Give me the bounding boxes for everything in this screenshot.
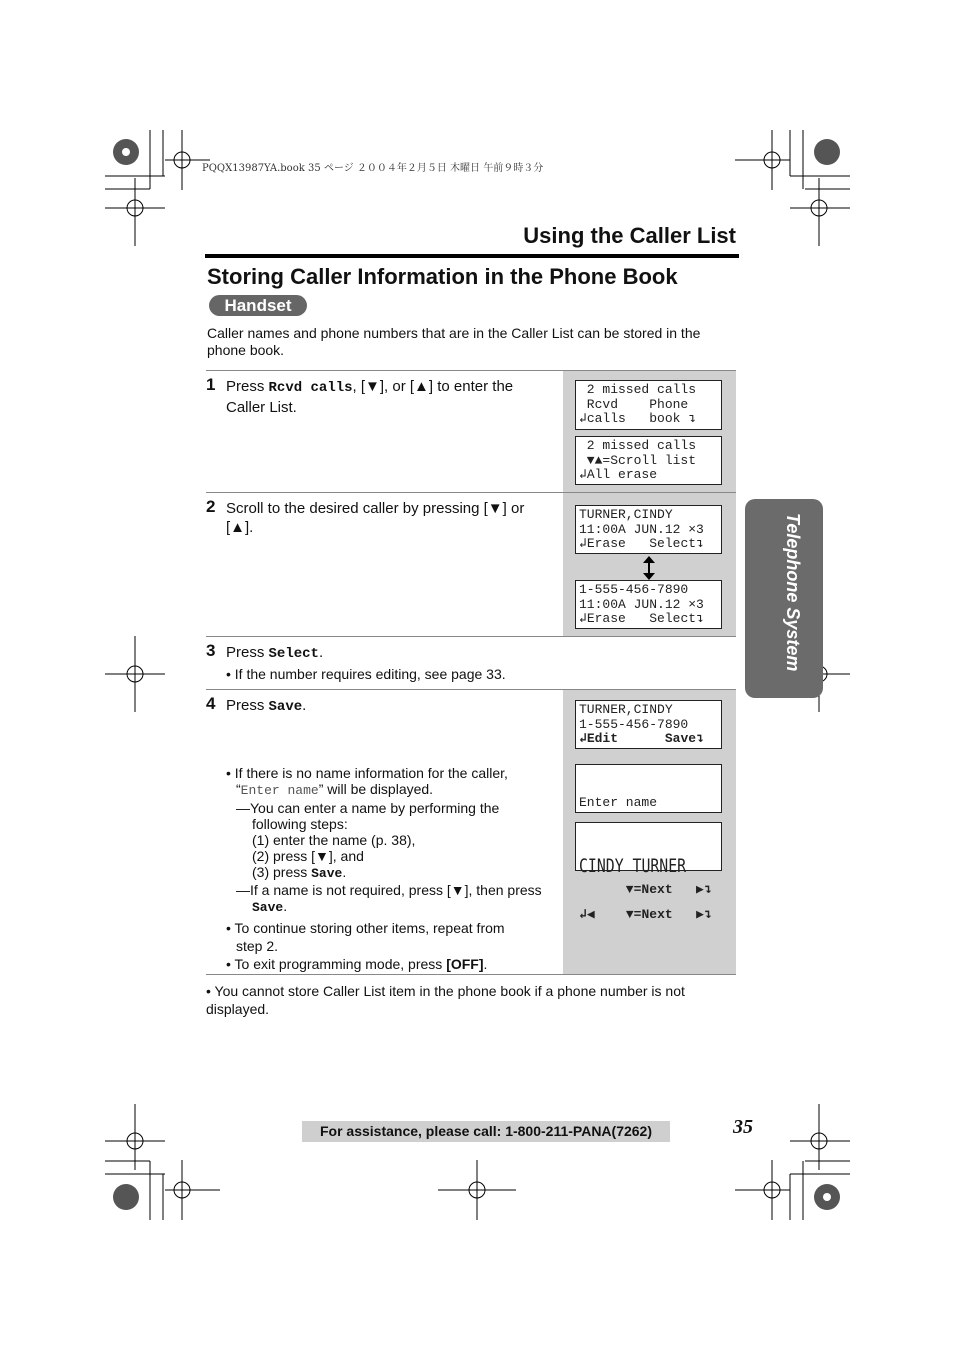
rcvd-calls-key: Rcvd calls bbox=[268, 380, 353, 396]
step-3-text: Press Select. bbox=[226, 644, 324, 662]
step-1-text: Press Rcvd calls, [▼], or [▲] to enter the Caller List. bbox=[226, 378, 514, 416]
lcd-step1-a: 2 missed calls Rcvd Phone ↲calls book ↴ bbox=[575, 380, 722, 430]
step-4-text: Press Save. bbox=[226, 697, 307, 715]
print-info: PQQX13987YA.book 35 ページ ２００４年２月５日 木曜日 午前９時３分 bbox=[202, 163, 544, 174]
page-title: Storing Caller Information in the Phone Book bbox=[207, 264, 678, 289]
section-title: Using the Caller List bbox=[523, 223, 736, 248]
assistance-footer: For assistance, please call: 1-800-211-PANA(7262) bbox=[302, 1121, 670, 1142]
handset-badge: Handset bbox=[209, 295, 307, 316]
step-4-number: 4 bbox=[206, 694, 216, 713]
step-3-number: 3 bbox=[206, 641, 216, 660]
lcd-step2-a: TURNER,CINDY 11:00A JUN.12 ×3 ↲Erase Select↴ bbox=[575, 505, 722, 554]
step-1-number: 1 bbox=[206, 375, 216, 394]
lcd-step1-b: 2 missed calls ▼▲=Scroll list ↲All erase bbox=[575, 436, 722, 485]
step-2-text: Scroll to the desired caller by pressing [▼] or [▲]. bbox=[226, 500, 525, 536]
step-3-bullet: • If the number requires editing, see page 33. bbox=[226, 666, 506, 682]
select-key: Select bbox=[268, 646, 319, 662]
title-rule bbox=[205, 254, 739, 258]
step-4-notes: • If there is no name information for the caller, “Enter name” will be displayed. —You can enter a name by performing the following steps: (1) enter the name (p. 38), (2) press [▼], and (3) press Save. —If a name is not required, press [▼], then press Save. • To continue storing other items, repeat from step 2. • To exit programming mode, press [OFF]. bbox=[226, 765, 542, 972]
step-3-row bbox=[206, 636, 736, 690]
lcd-step4-b: Enter name ▼=Next ▶↴ bbox=[575, 764, 722, 813]
footnote: • You cannot store Caller List item in the phone book if a phone number is not displayed. bbox=[206, 983, 685, 1017]
lcd-step2-b: 1-555-456-7890 11:00A JUN.12 ×3 ↲Erase Select↴ bbox=[575, 580, 722, 629]
step-2-number: 2 bbox=[206, 497, 216, 516]
page-number: 35 bbox=[733, 1116, 753, 1138]
lcd-step4-a: TURNER,CINDY 1-555-456-7890 ↲Edit Save↴ bbox=[575, 700, 722, 749]
side-tab bbox=[745, 499, 823, 698]
save-key: Save bbox=[268, 699, 303, 715]
side-tab-label: Telephone System bbox=[783, 513, 803, 672]
lcd-step4-c: CINDY TURNER ↲◀ ▼=Next ▶↴ bbox=[575, 822, 722, 871]
up-down-arrow-icon bbox=[642, 556, 656, 580]
intro-text: Caller names and phone numbers that are in the Caller List can be stored in the phone book. bbox=[207, 325, 701, 358]
